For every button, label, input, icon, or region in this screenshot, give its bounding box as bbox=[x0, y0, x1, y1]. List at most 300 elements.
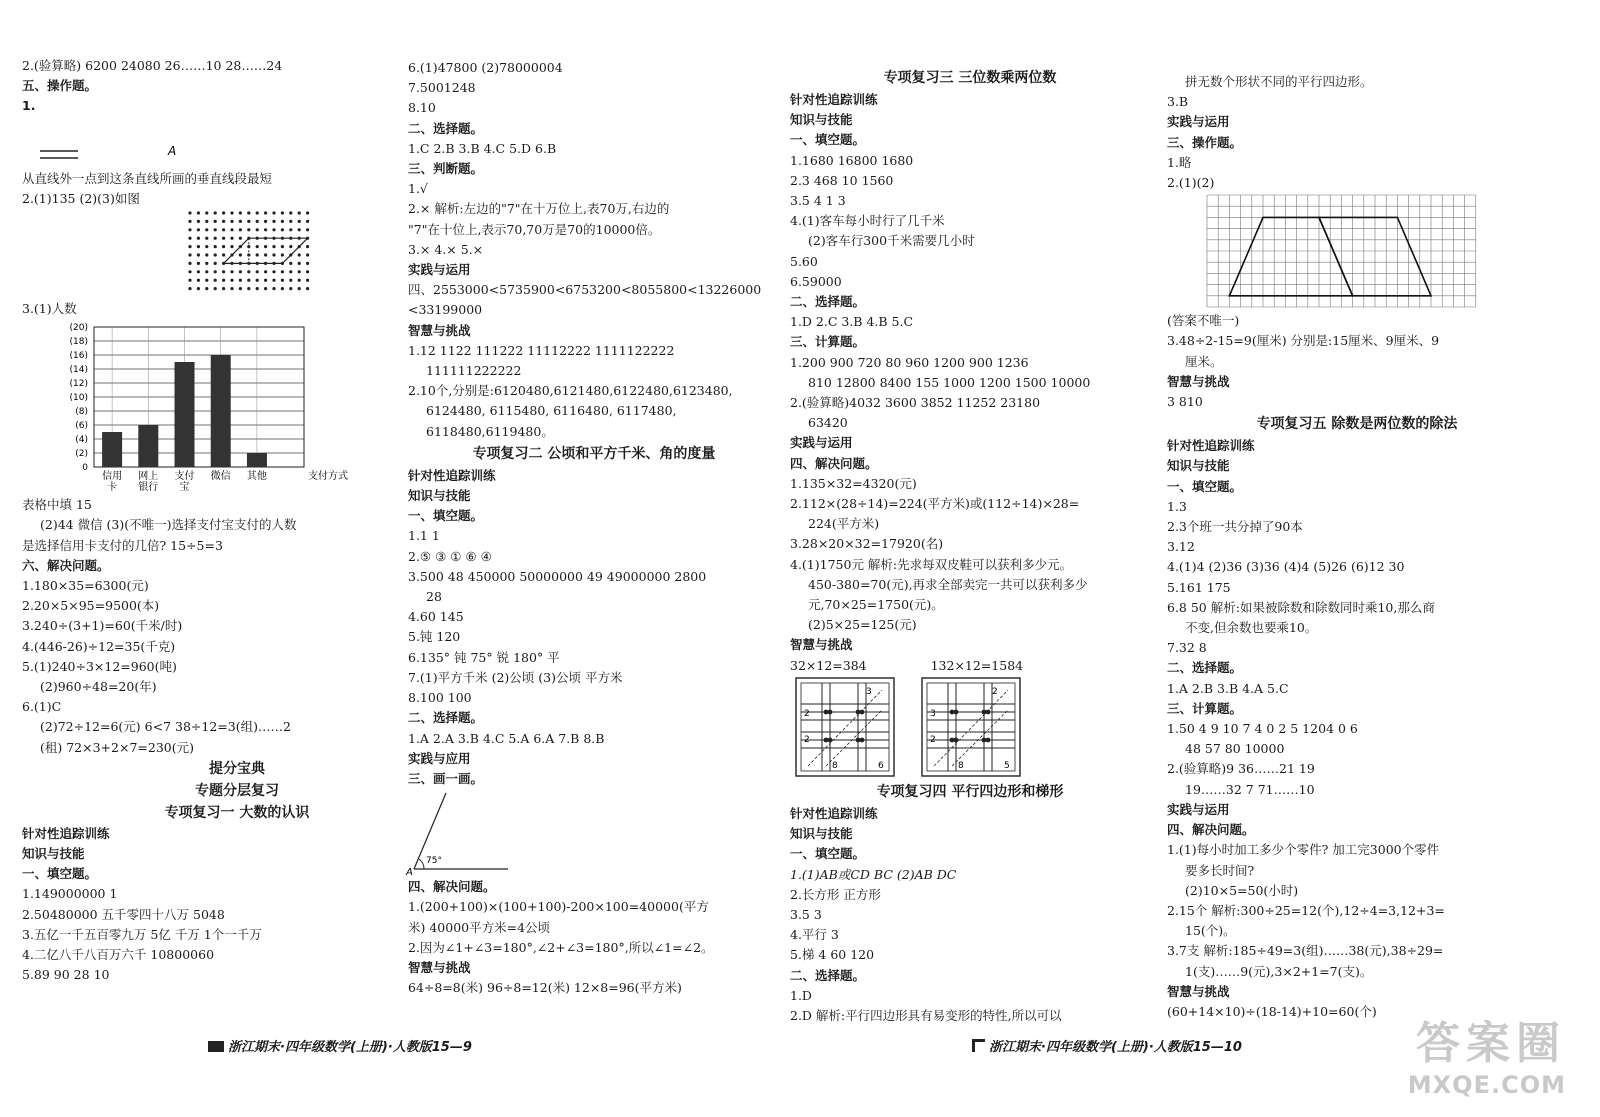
answer-line: 3.5 3 bbox=[790, 906, 822, 922]
subsection-heading: 实践与运用 bbox=[1167, 114, 1230, 130]
grid-dot bbox=[281, 270, 284, 273]
x-tick-label: 支付 bbox=[174, 471, 195, 483]
answer-line: 1. bbox=[22, 98, 36, 114]
grid-dot bbox=[306, 220, 309, 223]
section-heading: 六、解决问题。 bbox=[22, 557, 110, 573]
grid-dot bbox=[205, 279, 208, 282]
x-tick-label: 信用 bbox=[102, 471, 123, 483]
grid-dot bbox=[197, 270, 200, 273]
x-tick-label: 其他 bbox=[246, 471, 267, 483]
grid-dot bbox=[205, 287, 208, 290]
grid-dot bbox=[247, 220, 250, 223]
answer-line: 15(个)。 bbox=[1185, 923, 1236, 939]
answer-line: 从直线外一点到这条直线所画的垂直线段最短 bbox=[22, 170, 273, 186]
grid-dot bbox=[188, 253, 191, 256]
grid-dot bbox=[289, 228, 292, 231]
grid-dot bbox=[188, 228, 191, 231]
grid-dot bbox=[222, 245, 225, 248]
grid-dot bbox=[272, 287, 275, 290]
answer-line: 要多长时间? bbox=[1185, 862, 1255, 878]
answer-line: 63420 bbox=[808, 415, 848, 431]
subsection-heading: 针对性追踪训练 bbox=[22, 825, 110, 841]
figure-digit: 6 bbox=[878, 760, 884, 771]
grid-dot bbox=[281, 279, 284, 282]
y-tick-label: (8) bbox=[75, 407, 88, 418]
answer-line: 3.五亿一千五百零九万 5亿 千万 1个一千万 bbox=[22, 926, 262, 942]
bar bbox=[211, 355, 231, 467]
answer-line: 64÷8=8(米) 96÷8=12(米) 12×8=96(平方米) bbox=[408, 980, 682, 996]
vertex-label: A bbox=[406, 867, 413, 879]
trapezoid-shape bbox=[1229, 218, 1352, 296]
bar bbox=[247, 453, 267, 467]
grid-dot bbox=[264, 253, 267, 256]
trapezoid-grid-figure bbox=[1167, 193, 1547, 311]
grid-dot bbox=[256, 253, 259, 256]
grid-dot bbox=[222, 237, 225, 240]
figure-digit: 3 bbox=[930, 708, 936, 719]
trapezoid-grid-drawing bbox=[1167, 193, 1547, 311]
section-title: 专题分层复习 bbox=[195, 782, 279, 799]
grid-dot bbox=[188, 245, 191, 248]
grid-dot bbox=[197, 287, 200, 290]
answer-line: 3.240÷(3+1)=60(千米/时) bbox=[22, 618, 183, 634]
answer-line: 4.二亿八千八百万六千 10800060 bbox=[22, 947, 215, 963]
angle-value-label: 75° bbox=[426, 856, 442, 867]
answer-line: 1.C 2.B 3.B 4.C 5.D 6.B bbox=[408, 140, 557, 156]
grid-dot bbox=[205, 228, 208, 231]
answer-line: 3 810 bbox=[1167, 394, 1203, 410]
answer-line: <33199000 bbox=[408, 302, 483, 318]
answer-line: 5.60 bbox=[790, 253, 818, 269]
section-heading: 二、选择题。 bbox=[408, 120, 484, 136]
answer-line: 3.5 4 1 3 bbox=[790, 193, 846, 209]
answer-line: 1.180×35=6300(元) bbox=[22, 578, 149, 594]
grid-dot bbox=[188, 237, 191, 240]
answer-line: 1.1 1 bbox=[408, 528, 440, 544]
lattice-figure-1 bbox=[796, 678, 894, 776]
grid-dot bbox=[264, 245, 267, 248]
answer-line: 1.A 2.B 3.B 4.A 5.C bbox=[1167, 680, 1289, 696]
answer-line: (2)客车行300千米需要几小时 bbox=[808, 233, 975, 249]
grid-dot bbox=[306, 262, 309, 265]
answer-line: 1.135×32=4320(元) bbox=[790, 475, 917, 491]
column-c bbox=[790, 66, 1150, 1026]
grid-dot bbox=[214, 228, 217, 231]
footer-corner-icon bbox=[972, 1039, 985, 1052]
grid-dot bbox=[214, 287, 217, 290]
subsection-heading: 实践与运用 bbox=[408, 262, 471, 278]
grid-dot bbox=[256, 270, 259, 273]
section-heading: 一、填空题。 bbox=[1167, 478, 1243, 494]
answer-line: 5.(1)240÷3×12=960(吨) bbox=[22, 658, 177, 674]
answer-line: 48 57 80 10000 bbox=[1185, 741, 1285, 757]
grid-dot bbox=[230, 237, 233, 240]
figure-digit: 8 bbox=[832, 760, 838, 771]
angle-drawing bbox=[408, 789, 780, 877]
formula-right: 132×12=1584 bbox=[930, 657, 1024, 673]
answer-line: 元,70×25=1750(元)。 bbox=[808, 597, 944, 613]
subsection-heading: 知识与技能 bbox=[1167, 458, 1230, 474]
answer-line: "7"在十位上,表示70,70万是70的10000倍。 bbox=[408, 221, 661, 237]
answer-line: 3.28×20×32=17920(名) bbox=[790, 536, 944, 552]
grid-dot bbox=[289, 270, 292, 273]
figure-digit: 8 bbox=[958, 760, 964, 771]
answer-line: 6.59000 bbox=[790, 273, 842, 289]
y-tick-label: (10) bbox=[69, 393, 88, 404]
answer-line: 2.⑤ ③ ① ⑥ ④ bbox=[408, 548, 492, 564]
section-heading: 五、操作题。 bbox=[22, 78, 98, 94]
figure-digit: 2 bbox=[804, 734, 810, 745]
answer-line: 3.(1)人数 bbox=[22, 301, 77, 317]
grid-dot bbox=[281, 211, 284, 214]
answer-line: 2.10个,分别是:6120480,6121480,6122480,6123480, bbox=[408, 383, 733, 399]
grid-dot bbox=[306, 245, 309, 248]
right-page bbox=[790, 0, 1600, 1117]
footer-text: 浙江期末·四年级数学(上册)·人教版15—10 bbox=[989, 1040, 1242, 1055]
figure-digit: 2 bbox=[804, 708, 810, 719]
grid-dot bbox=[306, 211, 309, 214]
grid-dot bbox=[197, 237, 200, 240]
answer-line: (2)10×5=50(小时) bbox=[1185, 882, 1299, 898]
grid-dot bbox=[222, 253, 225, 256]
section-heading: 一、填空题。 bbox=[790, 846, 866, 862]
answer-line: 6.8 50 解析:如果被除数和除数同时乘10,那么商 bbox=[1167, 599, 1435, 615]
intersection-dot bbox=[986, 737, 991, 742]
footer-text: 浙江期末·四年级数学(上册)·人教版15—9 bbox=[228, 1040, 472, 1055]
answer-line: 4.(1)1750元 解析:先求每双皮鞋可以获利多少元。 bbox=[790, 556, 1073, 572]
column-a bbox=[22, 56, 392, 985]
intersection-dot bbox=[954, 737, 959, 742]
footer-left bbox=[208, 1036, 472, 1055]
answer-line: 2.长方形 正方形 bbox=[790, 886, 881, 902]
answer-line: (2)72÷12=6(元) 6<7 38÷12=3(组)……2 bbox=[40, 719, 291, 735]
answer-line: 810 12800 8400 155 1000 1200 1500 10000 bbox=[808, 374, 1091, 390]
subsection-heading: 智慧与挑战 bbox=[408, 959, 471, 975]
bar-chart-svg bbox=[22, 319, 392, 495]
grid-dot bbox=[264, 279, 267, 282]
answer-line: 5.梯 4 60 120 bbox=[790, 947, 875, 963]
grid-dot bbox=[289, 287, 292, 290]
grid-dot bbox=[264, 211, 267, 214]
dot-grid-figure bbox=[22, 209, 392, 299]
grid-dot bbox=[239, 279, 242, 282]
subsection-heading: 针对性追踪训练 bbox=[790, 805, 878, 821]
grid-dot bbox=[289, 211, 292, 214]
grid-dot bbox=[256, 287, 259, 290]
answer-line: 8.100 100 bbox=[408, 690, 472, 706]
grid-dot bbox=[289, 279, 292, 282]
grid-dot bbox=[188, 287, 191, 290]
grid-dot bbox=[188, 279, 191, 282]
answer-line: 28 bbox=[426, 589, 442, 605]
multiplication-figures bbox=[790, 676, 1150, 780]
grid-dot bbox=[281, 228, 284, 231]
parallelogram-shape bbox=[224, 238, 308, 263]
answer-line: 1.3 bbox=[1167, 498, 1187, 514]
grid-dot bbox=[247, 270, 250, 273]
bar bbox=[175, 362, 195, 467]
answer-line: 拼无数个形状不同的平行四边形。 bbox=[1185, 74, 1373, 89]
grid-dot bbox=[298, 262, 301, 265]
figure-digit: 2 bbox=[992, 686, 998, 697]
y-tick-label: (12) bbox=[69, 379, 88, 390]
intersection-dot bbox=[860, 709, 865, 714]
answer-line: 2.15个 解析:300÷25=12(个),12÷4=3,12+3= bbox=[1167, 902, 1445, 918]
footer-right bbox=[972, 1036, 1242, 1055]
grid-dot bbox=[230, 228, 233, 231]
grid-dot bbox=[298, 279, 301, 282]
grid-dot bbox=[281, 220, 284, 223]
subsection-heading: 知识与技能 bbox=[408, 488, 471, 504]
figure-digit: 2 bbox=[930, 734, 936, 745]
watermark-logo-text: 答案圈 bbox=[1416, 1018, 1566, 1069]
subsection-heading: 实践与应用 bbox=[408, 750, 471, 766]
y-tick-label: (16) bbox=[69, 351, 88, 362]
subsection-heading: 智慧与挑战 bbox=[1167, 373, 1230, 389]
answer-line: 1.200 900 720 80 960 1200 900 1236 bbox=[790, 354, 1029, 370]
bar bbox=[102, 432, 122, 467]
y-tick-label: (4) bbox=[75, 435, 88, 446]
subsection-heading: 智慧与挑战 bbox=[1167, 983, 1230, 999]
subsection-heading: 实践与运用 bbox=[1167, 801, 1230, 817]
grid-dot bbox=[239, 228, 242, 231]
grid-dot bbox=[272, 253, 275, 256]
watermark bbox=[1408, 1007, 1566, 1099]
grid-dot bbox=[205, 220, 208, 223]
formula-pair bbox=[790, 656, 1150, 676]
grid-dot bbox=[256, 228, 259, 231]
grid-dot bbox=[264, 270, 267, 273]
subsection-heading: 针对性追踪训练 bbox=[1167, 438, 1255, 454]
answer-line: 3.7支 解析:185÷49=3(组)……38(元),38÷29= bbox=[1167, 943, 1444, 959]
answer-line: 2.(验算略)9 36……21 19 bbox=[1167, 761, 1315, 777]
y-tick-label: (14) bbox=[69, 365, 88, 376]
section-title: 专项复习三 三位数乘两位数 bbox=[883, 70, 1057, 86]
watermark-site-text: MXQE.COM bbox=[1407, 1071, 1566, 1099]
grid-dot bbox=[222, 211, 225, 214]
answer-line: (2)44 微信 (3)(不唯一)选择支付宝支付的人数 bbox=[40, 517, 297, 533]
answer-line: 不变,但余数也要乘10。 bbox=[1185, 620, 1318, 636]
answer-line: 1.149000000 1 bbox=[22, 886, 118, 902]
subsection-heading: 知识与技能 bbox=[790, 112, 853, 128]
section-heading: 三、判断题。 bbox=[408, 161, 484, 177]
lattice-figure-2 bbox=[922, 678, 1020, 776]
subsection-heading: 针对性追踪训练 bbox=[408, 467, 496, 483]
grid-dot bbox=[214, 279, 217, 282]
grid-dot bbox=[205, 211, 208, 214]
y-tick-label: 0 bbox=[82, 463, 88, 474]
answer-line: (租) 72×3+2×7=230(元) bbox=[40, 739, 194, 755]
grid-dot bbox=[197, 262, 200, 265]
answer-line: 米) 40000平方米=4公顷 bbox=[408, 919, 551, 935]
section-heading: 二、选择题。 bbox=[1167, 660, 1243, 676]
grid-dot bbox=[306, 287, 309, 290]
grid-dot bbox=[222, 270, 225, 273]
answer-line: 2.20×5×95=9500(本) bbox=[22, 598, 160, 614]
answer-line: 19……32 7 71……10 bbox=[1185, 781, 1315, 797]
y-tick-label: (18) bbox=[69, 337, 88, 348]
column-d bbox=[1167, 72, 1547, 1022]
grid-dot bbox=[230, 245, 233, 248]
grid-dot bbox=[306, 253, 309, 256]
section-heading: 四、解决问题。 bbox=[790, 455, 878, 471]
grid-dot bbox=[247, 211, 250, 214]
section-heading: 二、选择题。 bbox=[790, 967, 866, 983]
intersection-dot bbox=[860, 737, 865, 742]
grid-dot bbox=[264, 220, 267, 223]
grid-dot bbox=[298, 253, 301, 256]
answer-line: (2)960÷48=20(年) bbox=[40, 679, 157, 695]
answer-line: 2.112×(28÷14)=224(平方米)或(112÷14)×28= bbox=[790, 496, 1080, 512]
answer-line: 是选择信用卡支付的几倍? 15÷5=3 bbox=[22, 537, 223, 553]
grid-dot bbox=[214, 220, 217, 223]
grid-dot bbox=[222, 287, 225, 290]
answer-line: 1.50 4 9 10 7 4 0 2 5 1204 0 6 bbox=[1167, 721, 1358, 737]
answer-line: 2.因为∠1+∠3=180°,∠2+∠3=180°,所以∠1=∠2。 bbox=[408, 939, 714, 955]
answer-line: 2.(验算略) 6200 24080 26……10 28……24 bbox=[22, 58, 283, 73]
grid-dot bbox=[272, 279, 275, 282]
section-heading: 一、填空题。 bbox=[790, 132, 866, 148]
answer-line: 8.10 bbox=[408, 100, 436, 116]
subsection-heading: 实践与运用 bbox=[790, 435, 853, 451]
section-title: 专项复习五 除数是两位数的除法 bbox=[1256, 416, 1458, 433]
grid-dot bbox=[272, 270, 275, 273]
answer-line: 2.3 468 10 1560 bbox=[790, 172, 894, 188]
answer-line: 1(支)……9(元),3×2+1=7(支)。 bbox=[1185, 963, 1373, 979]
grid-dot bbox=[205, 253, 208, 256]
x-axis-title: 支付方式 bbox=[308, 471, 348, 483]
grid-dot bbox=[298, 211, 301, 214]
section-title: 专项复习二 公顷和平方千米、角的度量 bbox=[472, 445, 716, 462]
subsection-heading: 智慧与挑战 bbox=[790, 637, 853, 653]
multiplication-drawings bbox=[790, 676, 1150, 780]
section-title: 专项复习一 大数的认识 bbox=[164, 804, 310, 821]
grid-dot bbox=[214, 245, 217, 248]
dot-grid-drawing bbox=[22, 209, 392, 299]
grid-dot bbox=[214, 262, 217, 265]
grid-dot bbox=[197, 211, 200, 214]
grid-dot bbox=[289, 245, 292, 248]
grid-dot bbox=[256, 211, 259, 214]
grid-dot bbox=[197, 220, 200, 223]
answer-line: 1.√ bbox=[408, 181, 428, 197]
answer-line: 1.(200+100)×(100+100)-200×100=40000(平方 bbox=[408, 899, 709, 915]
grid-dot bbox=[272, 220, 275, 223]
answer-line: 2.D 解析:平行四边形具有易变形的特性,所以可以 bbox=[790, 1007, 1062, 1023]
grid-dot bbox=[256, 279, 259, 282]
subsection-heading: 针对性追踪训练 bbox=[790, 92, 878, 107]
intersection-dot bbox=[954, 709, 959, 714]
x-tick-label: 银行 bbox=[138, 482, 159, 494]
answer-line: 厘米。 bbox=[1185, 353, 1223, 369]
answer-line: 4.(1)4 (2)36 (3)36 (4)4 (5)26 (6)12 30 bbox=[1167, 559, 1405, 575]
answer-line: 4.(1)客车每小时行了几千米 bbox=[790, 213, 945, 229]
bar-chart bbox=[22, 319, 392, 495]
grid-dot bbox=[188, 262, 191, 265]
figure-digit: 3 bbox=[866, 686, 872, 697]
answer-line: 3.500 48 450000 50000000 49 49000000 2800 bbox=[408, 568, 707, 584]
grid-dot bbox=[239, 220, 242, 223]
grid-dot bbox=[222, 228, 225, 231]
section-heading: 二、选择题。 bbox=[408, 710, 484, 726]
section-heading: 四、解决问题。 bbox=[1167, 822, 1255, 838]
x-tick-label: 网上 bbox=[138, 471, 159, 483]
grid-dot bbox=[247, 287, 250, 290]
grid-dot bbox=[247, 228, 250, 231]
grid-dot bbox=[306, 279, 309, 282]
footer-mark-icon bbox=[208, 1041, 224, 1052]
grid-dot bbox=[205, 270, 208, 273]
answer-line: 5.89 90 28 10 bbox=[22, 967, 110, 983]
grid-dot bbox=[256, 220, 259, 223]
x-tick-label: 卡 bbox=[107, 482, 118, 494]
answer-line: 1.1680 16800 1680 bbox=[790, 152, 914, 168]
answer-line: 6.(1)47800 (2)78000004 bbox=[408, 60, 563, 75]
grid-dot bbox=[281, 245, 284, 248]
grid-dot bbox=[188, 220, 191, 223]
answer-line: 4.平行 3 bbox=[790, 927, 839, 943]
x-tick-label: 宝 bbox=[179, 482, 190, 494]
grid-dot bbox=[214, 211, 217, 214]
diagonal-line bbox=[934, 690, 1008, 766]
answer-line: 7.32 8 bbox=[1167, 640, 1207, 656]
grid-dot bbox=[298, 287, 301, 290]
intersection-dot bbox=[828, 709, 833, 714]
grid-dot bbox=[230, 220, 233, 223]
grid-dot bbox=[298, 220, 301, 223]
grid-dot bbox=[289, 220, 292, 223]
grid-dot bbox=[239, 253, 242, 256]
grid-dot bbox=[264, 287, 267, 290]
grid-dot bbox=[230, 211, 233, 214]
answer-line: 224(平方米) bbox=[808, 516, 880, 532]
grid-dot bbox=[239, 287, 242, 290]
angle-figure bbox=[408, 789, 780, 877]
answer-line: 2.(1)(2) bbox=[1167, 175, 1215, 191]
grid-dot bbox=[205, 262, 208, 265]
grid-dot bbox=[214, 237, 217, 240]
answer-line: 5.161 175 bbox=[1167, 579, 1231, 595]
section-heading: 三、画一画。 bbox=[408, 770, 484, 786]
grid-dot bbox=[281, 253, 284, 256]
formula-left: 32×12=384 bbox=[790, 657, 867, 673]
grid-dot bbox=[214, 253, 217, 256]
answer-line: 4.60 145 bbox=[408, 609, 464, 625]
answer-line: 6.135° 钝 75° 锐 180° 平 bbox=[408, 649, 560, 665]
answer-line: 6.(1)C bbox=[22, 699, 62, 715]
answer-line: 7.5001248 bbox=[408, 80, 476, 96]
answer-line: 2.(1)135 (2)(3)如图 bbox=[22, 190, 140, 206]
grid-dot bbox=[298, 228, 301, 231]
grid-dot bbox=[230, 287, 233, 290]
answer-line: 450-380=70(元),再求全部卖完一共可以获利多少 bbox=[808, 576, 1088, 592]
answer-line: 1.D 2.C 3.B 4.B 5.C bbox=[790, 314, 914, 330]
section-heading: 一、填空题。 bbox=[22, 866, 98, 882]
column-b bbox=[408, 58, 780, 998]
grid-dot bbox=[306, 270, 309, 273]
grid-dot bbox=[306, 228, 309, 231]
answer-line: 2.(验算略)4032 3600 3852 11252 23180 bbox=[790, 395, 1041, 411]
answer-line: 6118480,6119480。 bbox=[426, 423, 554, 439]
grid-dot bbox=[197, 279, 200, 282]
grid-dot bbox=[264, 228, 267, 231]
answer-line: 3.B bbox=[1167, 94, 1189, 110]
grid-dot bbox=[272, 211, 275, 214]
answer-line: 5.钝 120 bbox=[408, 629, 461, 645]
answer-line: 3.48÷2-15=9(厘米) 分别是:15厘米、9厘米、9 bbox=[1167, 333, 1440, 349]
answer-line: (2)5×25=125(元) bbox=[808, 617, 917, 633]
intersection-dot bbox=[828, 737, 833, 742]
